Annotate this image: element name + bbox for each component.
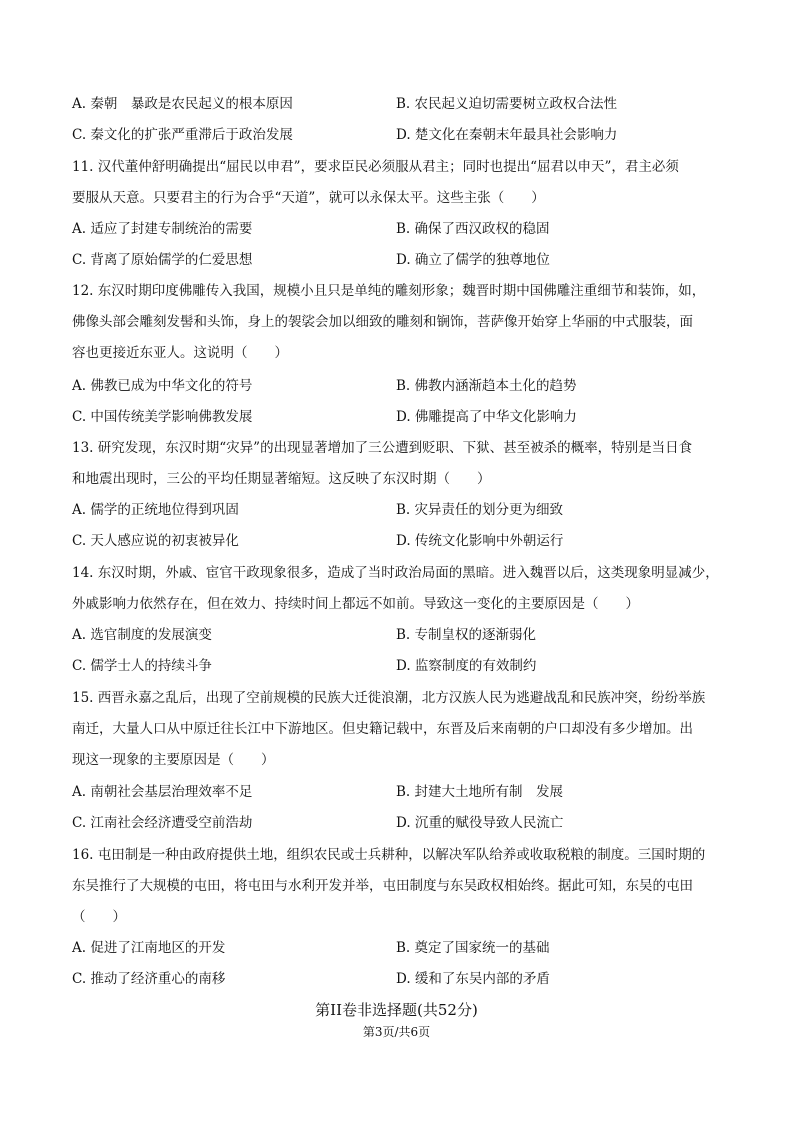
q16-stem-line-1: 16. 屯田制是一种由政府提供土地，组织农民或士兵耕种，以解决军队给养或收取税粮的制度。三国时期的 (72, 847, 706, 863)
q12-stem-line-2: 佛像头部会雕刻发髻和头饰，身上的袈裟会加以细致的雕刻和锎饰，菩萨像开始穿上华丽的中式服装，面 (72, 314, 693, 330)
q16-option-b: B. 奠定了国家统一的基础 (396, 940, 550, 956)
q12-option-b: B. 佛教内涵渐趋本土化的趋势 (396, 378, 577, 394)
section-title: 第II卷非选择题(共52分) (315, 1001, 478, 1019)
q13-option-d: D. 传统文化影响中外朝运行 (396, 533, 564, 549)
q16-option-a: A. 促进了江南地区的开发 (72, 940, 226, 956)
q11-option-b: B. 确保了西汉政权的稳固 (396, 221, 550, 237)
q15-option-c: C. 江南社会经济遭受空前浩劫 (72, 815, 253, 831)
q14-option-a: A. 选官制度的发展演变 (72, 627, 212, 643)
q15-stem-line-1: 15. 西晋永嘉之乱后，出现了空前规模的民族大迁徙浪潮，北方汉族人民为逃避战乱和民族冲突，纷纷举族 (72, 690, 706, 706)
q12-stem-line-3: 容也更接近东亚人。这说明（ ） (72, 345, 288, 361)
q15-option-a: A. 南朝社会基层治理效率不足 (72, 784, 253, 800)
q12-option-a: A. 佛教已成为中华文化的符号 (72, 378, 253, 394)
q11-option-d: D. 确立了儒学的独尊地位 (396, 252, 550, 268)
q11-option-c: C. 背离了原始儒学的仁爱思想 (72, 252, 253, 268)
q12-option-d: D. 佛雕提高了中华文化影响力 (396, 409, 577, 425)
q14-stem-line-1: 14. 东汉时期，外戚、宦官干政现象很多，造成了当时政治局面的黑暗。进入魏晋以后，这类现象明显减少， (72, 565, 719, 581)
q14-option-d: D. 监察制度的有效制约 (396, 658, 537, 674)
q10-option-a: A. 秦朝 暴政是农民起义的根本原因 (72, 96, 293, 112)
q13-stem-line-2: 和地震出现时，三公的平均任期显著缩短。这反映了东汉时期（ ） (72, 471, 491, 487)
q13-option-b: B. 灾异责任的划分更为细致 (396, 502, 564, 518)
q11-stem-line-1: 11. 汉代董仲舒明确提出“屈民以申君”，要求臣民必须服从君主；同时也提出“屈君以申天”，君主必须 (72, 159, 679, 175)
q12-stem-line-1: 12. 东汉时期印度佛雕传入我国，规模小且只是单纯的雕刻形象；魏晋时期中国佛雕注重细节和装饰，如， (72, 283, 706, 299)
q15-stem-line-2: 南迁，大量人口从中原迁往长江中下游地区。但史籍记载中，东晋及后来南朝的户口却没有多少增加。出 (72, 721, 693, 737)
q13-option-a: A. 儒学的正统地位得到巩固 (72, 502, 239, 518)
q11-option-a: A. 适应了封建专制统治的需要 (72, 221, 253, 237)
q16-stem-line-2: 东吴推行了大规模的屯田，将屯田与水利开发并举，屯田制度与东吴政权相始终。据此可知，东吴的屯田 (72, 878, 693, 894)
q16-stem-line-3: （ ） (72, 909, 126, 925)
q12-option-c: C. 中国传统美学影响佛教发展 (72, 409, 253, 425)
q16-option-c: C. 推动了经济重心的南移 (72, 971, 226, 987)
q13-option-c: C. 天人感应说的初衷被异化 (72, 533, 239, 549)
q14-stem-line-2: 外戚影响力依然存在，但在效力、持续时间上都远不如前。导致这一变化的主要原因是（ ） (72, 596, 639, 612)
q10-option-d: D. 楚文化在秦朝末年最具社会影响力 (396, 127, 618, 143)
q10-option-c: C. 秦文化的扩张严重滞后于政治发展 (72, 127, 293, 143)
page-footer: 第3页/共6页 (362, 1025, 431, 1039)
q13-stem-line-1: 13. 研究发现，东汉时期“灾异”的出现显著增加了三公遭到贬职、下狱、甚至被杀的概率，特别是当日食 (72, 440, 693, 456)
q15-stem-line-3: 现这一现象的主要原因是（ ） (72, 752, 275, 768)
q15-option-b: B. 封建大土地所有制 发展 (396, 784, 564, 800)
q14-option-c: C. 儒学士人的持续斗争 (72, 658, 212, 674)
q16-option-d: D. 缓和了东吴内部的矛盾 (396, 971, 550, 987)
q15-option-d: D. 沉重的赋役导致人民流亡 (396, 815, 564, 831)
q11-stem-line-2: 要服从天意。只要君主的行为合乎“天道”，就可以永保太平。这些主张（ ） (72, 190, 545, 206)
q14-option-b: B. 专制皇权的逐渐弱化 (396, 627, 537, 643)
q10-option-b: B. 农民起义迫切需要树立政权合法性 (396, 96, 618, 112)
